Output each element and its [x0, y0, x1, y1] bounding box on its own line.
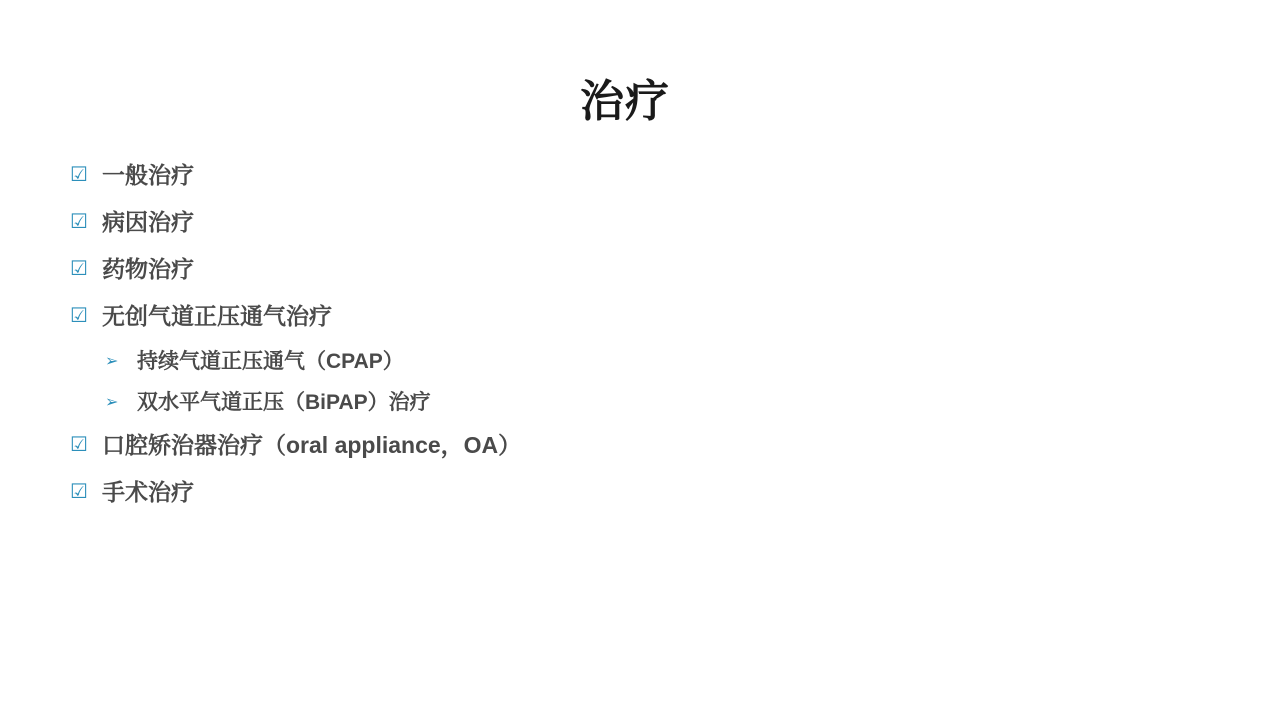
list-item-label: 无创气道正压通气治疗	[102, 303, 332, 329]
list-item-label: 口腔矫治器治疗（oral appliance，OA）	[102, 432, 522, 458]
list-item	[70, 477, 1210, 507]
checkbox-icon: ☑	[70, 258, 88, 280]
list-item-label: 持续气道正压通气（CPAP）	[137, 350, 404, 373]
list-item	[70, 389, 1210, 417]
checkbox-icon: ☑	[70, 481, 88, 503]
page-title: 治疗	[580, 77, 670, 126]
list-item	[70, 207, 1210, 237]
list-item-label: 一般治疗	[102, 162, 194, 188]
arrow-bullet-icon: ➢	[105, 394, 119, 411]
list-item	[70, 160, 1210, 190]
list-item-label: 药物治疗	[102, 256, 194, 282]
checkbox-icon: ☑	[70, 434, 88, 456]
list-item-label: 双水平气道正压（BiPAP）治疗	[137, 391, 431, 414]
checkbox-icon: ☑	[70, 305, 88, 327]
bullet-list	[70, 160, 1210, 524]
list-item-label: 手术治疗	[102, 479, 194, 505]
arrow-bullet-icon: ➢	[105, 353, 119, 370]
checkbox-icon: ☑	[70, 164, 88, 186]
checkbox-icon: ☑	[70, 211, 88, 233]
list-item-label: 病因治疗	[102, 209, 194, 235]
list-item	[70, 348, 1210, 376]
list-item	[70, 430, 1210, 460]
list-item	[70, 254, 1210, 284]
list-item	[70, 301, 1210, 331]
